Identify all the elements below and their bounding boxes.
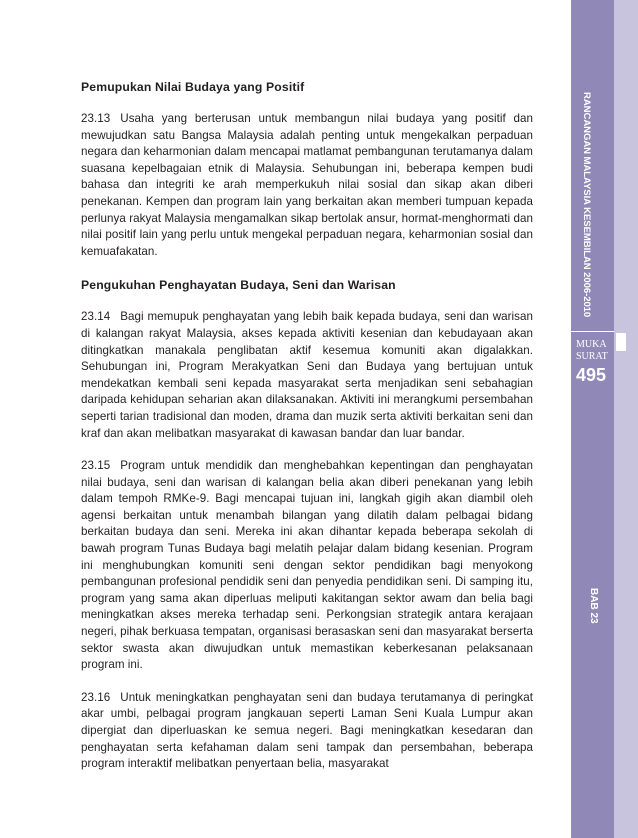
page-label-line2: SURAT xyxy=(576,351,608,362)
paragraph-text: Bagi memupuk penghayatan yang lebih baik kepada budaya, seni dan warisan di kalangan rakyat Malaysia, akses kepada aktiviti kesenian dan kebudayaan akan ditingkatkan manakala penglibatan aktif kesemua komuniti akan digalakkan. Sehubungan ini, Program Merakyatkan Seni dan Budaya yang bertujuan untuk mendekatkan kembali seni kepada masyarakat serta menjadikan seni sebahagian daripada kehidupan seharian akan dilaksanakan. Aktiviti ini merangkumi persembahan seperti tarian tradisional dan moden, drama dan muzik serta aktiviti berkaitan seni dan kraf dan akan melibatkan masyarakat di kawasan bandar dan luar bandar. xyxy=(81,310,533,440)
sidebar-edge xyxy=(614,0,638,838)
paragraph-text: Untuk meningkatkan penghayatan seni dan budaya terutamanya di peringkat akar umbi, pelbagai program jangkauan seperti Laman Seni Kuala Lumpur akan dipergiat dan diperluaskan ke semua negeri. Bagi meningkatkan kesedaran dan penghayatan serta kefahaman dalam seni tampak dan persembahan, beberapa program interaktif melibatkan penyertaan belia, masyarakat xyxy=(81,690,533,771)
section-heading-penghayatan-budaya: Pengukuhan Penghayatan Budaya, Seni dan Warisan xyxy=(81,278,396,293)
paragraph-23-13 xyxy=(81,111,533,260)
page-label xyxy=(576,339,608,363)
paragraph-number: 23.13 xyxy=(81,112,111,125)
paragraph-text: Usaha yang berterusan untuk membangun nilai budaya yang positif dan mewujudkan satu Bangsa Malaysia adalah penting untuk mengekalkan perpaduan negara dan keharmonian dalam mencapai matlamat pembangunan terutamanya dalam suasana kepelbagaian etnik di Malaysia. Sehubungan ini, beberapa kempen budi bahasa dan integriti ke arah memperkukuh nilai sosial dan sikap akan diberi penekanan. Kempen dan program lain yang berkaitan akan memberi tumpuan kepada perlunya rakyat Malaysia mengamalkan sikap bertolak ansur, hormat-menghormati dan nilai positif lain yang perlu untuk mengekal perpaduan negara, keharmonian sosial dan kemuafakatan. xyxy=(81,112,533,258)
main-text xyxy=(81,78,533,773)
paragraph-23-15 xyxy=(81,458,533,674)
page-label-line1: MUKA xyxy=(576,339,607,350)
paragraph-23-14 xyxy=(81,309,533,442)
paragraph-number: 23.15 xyxy=(81,459,111,473)
paragraph-number: 23.16 xyxy=(81,690,111,704)
running-title-text: RANCANGAN MALAYSIA KESEMBILAN 2006-2010 xyxy=(581,92,592,318)
chapter-sidebar xyxy=(571,0,614,838)
chapter-label-text: BAB 23 xyxy=(588,588,599,624)
paragraph-23-16 xyxy=(81,690,533,773)
page-tab-marker xyxy=(616,333,626,351)
page-number: 495 xyxy=(576,365,607,385)
section-heading-nilai-budaya: Pemupukan Nilai Budaya yang Positif xyxy=(81,80,305,94)
paragraph-text: Program untuk mendidik dan menghebahkan kepentingan dan penghayatan nilai budaya, seni dan warisan di kalangan belia akan diberi penekanan yang lebih dalam tempoh RMKe-9. Bagi mencapai tujuan ini, langkah gigih akan diambil oleh agensi berkaitan untuk menambah bilangan yang dilatih dalam pelbagai bidang berkaitan budaya dan seni. Mereka ini akan dihantar kepada beberapa sekolah di bawah program Tunas Budaya bagi melatih pelajar dalam bidang kesenian. Program ini menghubungkan komuniti seni dengan sektor pendidikan bagi menyokong pembangunan profesional pendidik seni dan penyedia pendidikan seni. Di samping itu, program yang sama akan diperluas meliputi kakitangan sektor awam dan belia bagi meningkatkan akses mereka terhadap seni. Perkongsian strategik antara kerajaan negeri, pihak berkuasa tempatan, organisasi berasaskan seni dan masyarakat berserta sektor swasta akan diwujudkan untuk memastikan keberkesanan pelaksanaan program ini. xyxy=(81,459,533,672)
divider xyxy=(571,331,614,332)
paragraph-number: 23.14 xyxy=(81,310,111,324)
